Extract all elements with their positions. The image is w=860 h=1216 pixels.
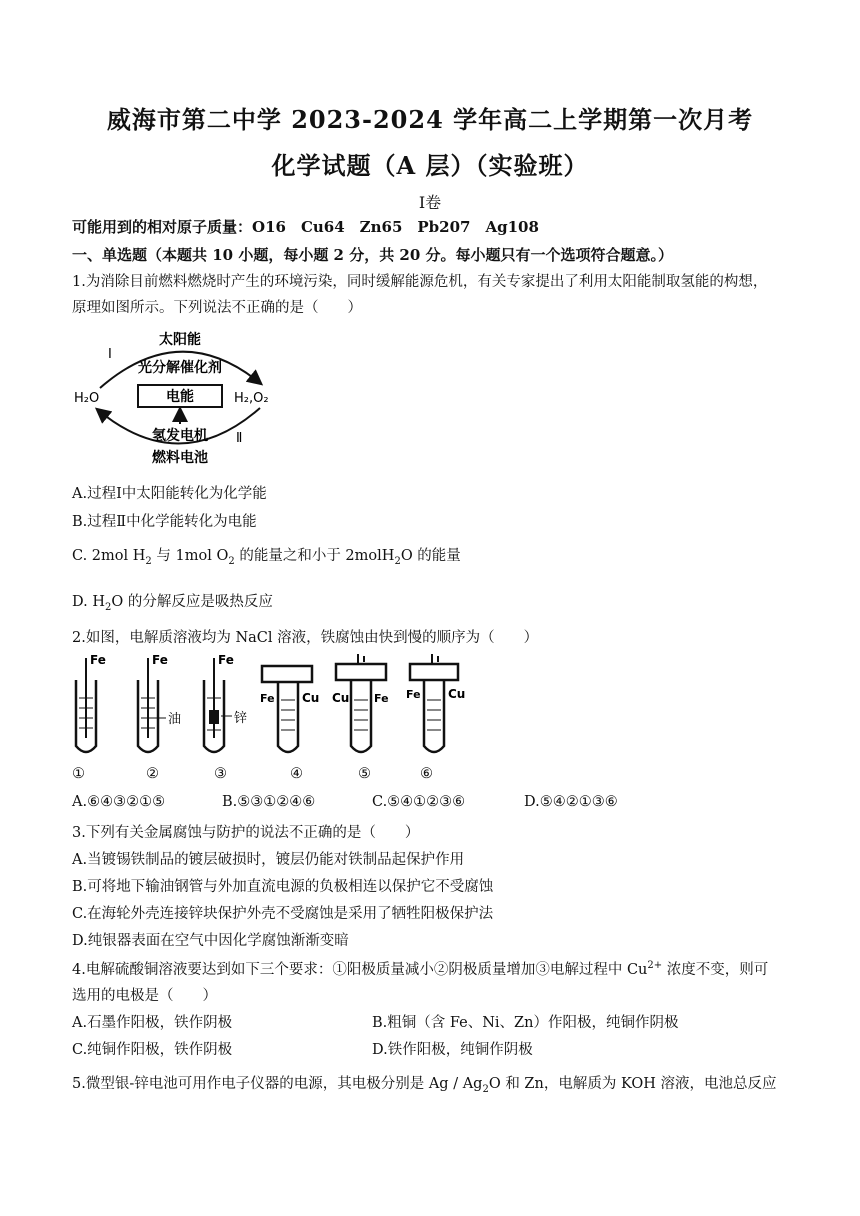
q2-option-d: D.⑤④②①③⑥: [524, 794, 618, 810]
apparatus-number-4: ④: [290, 766, 303, 782]
apparatus-number-3: ③: [214, 766, 227, 782]
volume-label: Ⅰ卷: [418, 193, 442, 212]
q3-option-d: D.纯银器表面在空气中因化学腐蚀渐渐变暗: [72, 933, 349, 949]
q5-stem: 5.微型银-锌电池可用作电子仪器的电源，其电极分别是 Ag / $Ag_2O$ 和 Zn，电解质为 KOH 溶液，电池总反应: [72, 1076, 777, 1095]
tube-3: [204, 653, 247, 752]
tube-4: [260, 666, 319, 752]
q4-stem-line1: 4.电解硫酸铜溶液要达到如下三个要求：①阳极质量减小②阴极质量增加③电解过程中 $Cu^{2+}$ 浓度不变，则可: [72, 960, 769, 978]
apparatus-number-5: ⑤: [358, 766, 371, 782]
q2-option-c: C.⑤④①②③⑥: [372, 794, 466, 810]
q1-energy-cycle-diagram: [70, 328, 290, 468]
tube-2: [138, 653, 181, 752]
process2-label: Ⅱ: [236, 431, 243, 446]
exam-title: 威海市第二中学 2023-2024 学年高二上学期第一次月考: [106, 105, 754, 134]
q3-stem: 3.下列有关金属腐蚀与防护的说法不正确的是（ ）: [72, 825, 420, 841]
apparatus-number-1: ①: [72, 766, 85, 782]
sun-label: 太阳能: [159, 332, 201, 348]
q4-option-a: A.石墨作阳极，铁作阴极: [72, 1015, 233, 1031]
q2-option-b: B.⑤③①②④⑥: [222, 794, 316, 810]
q1-option-d: D. $H_2O$ 的分解反应是吸热反应: [72, 594, 273, 613]
q1-option-a: A.过程Ⅰ中太阳能转化为化学能: [72, 486, 267, 502]
oil-label: 油: [168, 712, 182, 727]
water-label: H₂O: [74, 391, 100, 406]
cu-label-4: Cu: [302, 691, 320, 705]
q4-stem-line2: 选用的电极是（ ）: [72, 988, 217, 1004]
cu-label-5: Cu: [332, 691, 350, 705]
fe-label-4: Fe: [260, 692, 275, 705]
q3-option-c: C.在海轮外壳连接锌块保护外壳不受腐蚀是采用了牺牲阳极保护法: [72, 906, 494, 922]
q2-stem: 2.如图，电解质溶液均为 NaCl 溶液，铁腐蚀由快到慢的顺序为（ ）: [72, 630, 539, 646]
atomic-masses: 可能用到的相对原子质量：O16 Cu64 Zn65 Pb207 Ag108: [72, 218, 539, 236]
process1-label: I: [108, 347, 112, 362]
cu-label-6: Cu: [448, 687, 466, 701]
fe-label-6: Fe: [406, 688, 421, 701]
h2-o2-label: H₂,O₂: [234, 391, 269, 406]
q3-option-a: A.当镀锡铁制品的镀层破损时，镀层仍能对铁制品起保护作用: [72, 852, 465, 868]
fe-label-5: Fe: [374, 692, 389, 705]
q4-option-b: B.粗铜（含 Fe、Ni、Zn）作阳极，纯铜作阴极: [372, 1015, 679, 1031]
q2-option-a: A.⑥④③②①⑤: [72, 794, 166, 810]
tube-5: [332, 654, 389, 752]
fe-label-1: Fe: [90, 653, 106, 667]
q4-option-c: C.纯铜作阳极，铁作阴极: [72, 1042, 233, 1058]
fe-label-3: Fe: [218, 653, 234, 667]
q1-stem-line1: 1.为消除目前燃料燃烧时产生的环境污染，同时缓解能源危机，有关专家提出了利用太阳能制取氢能的构想，: [72, 274, 768, 290]
q1-option-c: C. 2mol $H_2$ 与 1mol $O_2$ 的能量之和小于 2molH$_2$O 的能量: [72, 548, 461, 567]
electric-energy-label: 电能: [166, 389, 194, 405]
catalyst-label: 光分解催化剂: [138, 360, 222, 376]
fe-label-2: Fe: [152, 653, 168, 667]
tube-1: [76, 653, 106, 752]
q1-option-b: B.过程Ⅱ中化学能转化为电能: [72, 514, 257, 530]
tube-6: [406, 654, 465, 752]
exam-subtitle: 化学试题（A 层）（实验班）: [271, 151, 589, 180]
q1-stem-line2: 原理如图所示。下列说法不正确的是（ ）: [72, 300, 362, 316]
fuelcell-label: 燃料电池: [152, 450, 208, 466]
section-heading: 一、单选题（本题共 10 小题，每小题 2 分，共 20 分。每小题只有一个选项符合题意。）: [72, 246, 674, 264]
q4-option-d: D.铁作阳极，纯铜作阴极: [372, 1042, 533, 1058]
apparatus-number-6: ⑥: [420, 766, 433, 782]
apparatus-number-2: ②: [146, 766, 159, 782]
tin-label: 锌: [234, 711, 248, 726]
q3-option-b: B.可将地下输油钢管与外加直流电源的负极相连以保护它不受腐蚀: [72, 879, 494, 895]
generator-label: 氢发电机: [152, 428, 208, 444]
q2-corrosion-apparatus: [66, 650, 486, 762]
